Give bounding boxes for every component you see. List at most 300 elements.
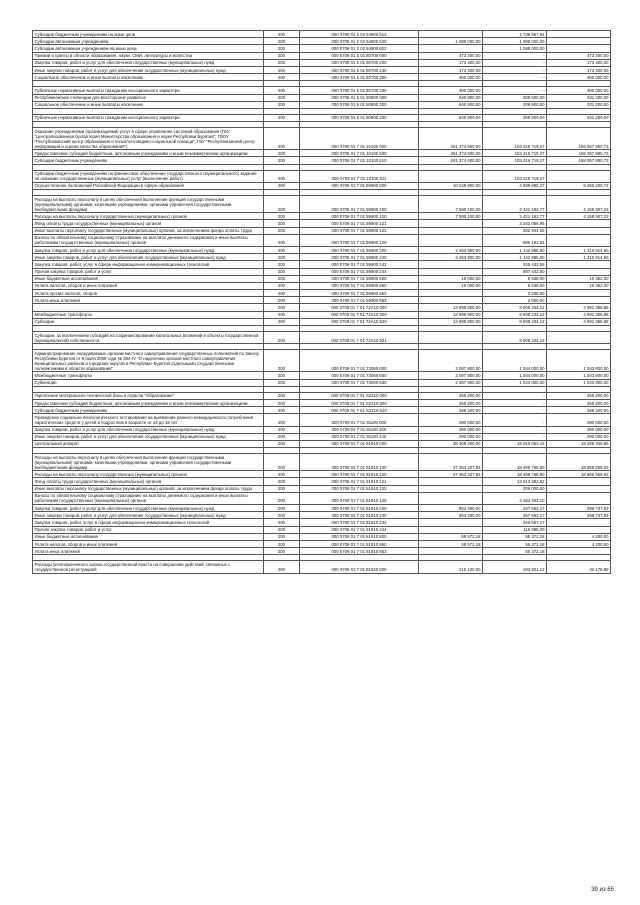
row-executed-cell: 2 000,00 [483,297,547,304]
table-row [33,246,611,253]
table-row [33,254,611,261]
row-kbk-cell: 000 0709 01 7 01 10100 611 [300,170,419,182]
row-executed-cell: 1 044 000,00 [483,379,547,386]
row-name-cell: Расходы на выплаты персоналу государственных (муниципальных) органов [33,471,264,478]
row-remainder-cell [547,31,611,38]
row-code-cell: 200 [264,94,300,101]
row-plan-cell: 390 000,00 [419,433,483,440]
table-row [33,372,611,379]
table-row [33,74,611,81]
row-name-cell: Взносы по обязательному социальному страхованию на выплаты денежного содержания и иные выплаты работникам государственных (муниципальных) органов [33,234,264,246]
table-row [33,392,611,399]
row-executed-cell: 492 944,65 [483,227,547,234]
row-name-cell: Уплата налогов, сборов и иных платежей [33,540,264,547]
table-row [33,540,611,547]
row-kbk-cell: 000 0709 01 7 01 81920 000 [300,561,419,573]
row-plan-cell: 455 200,00 [419,407,483,414]
row-kbk-cell: 000 0709 01 7 01 S2310 600 [300,399,419,406]
row-code-cell: 200 [264,440,300,447]
row-kbk-cell: 000 0709 01 7 01 81910 244 [300,526,419,533]
table-row [33,440,611,447]
row-kbk-cell: 000 0709 01 7 01 59900 129 [300,234,419,246]
row-plan-cell: 37 353 327,82 [419,454,483,471]
table-row [33,66,611,73]
row-remainder-cell [547,519,611,526]
row-plan-cell: 854 400,00 [419,512,483,519]
row-code-cell: 200 [264,414,300,426]
row-name-cell: Публичные нормативные выплаты гражданам несоциального характера [33,114,264,121]
row-kbk-cell: 000 0709 01 7 01 72А10 000 [300,304,419,311]
row-plan-cell: 7 580 100,00 [419,196,483,213]
row-executed-cell: 103 316 719,27 [483,157,547,164]
row-remainder-cell [547,297,611,304]
row-name-cell: Предоставление субсидий бюджетным, автономным учреждениям и иным некоммерческим организациям [33,150,264,157]
row-code-cell: 200 [264,478,300,485]
table-row [33,170,611,182]
row-name-cell: Межбюджетные трансферты [33,372,264,379]
table-row [33,31,611,38]
row-name-cell: Фонд оплаты труда государственных (муниципальных) органов [33,478,264,485]
row-plan-cell: 640 800,00 [419,94,483,101]
row-remainder-cell: 1 043 800,00 [547,372,611,379]
row-code-cell: 200 [264,332,300,344]
row-kbk-cell: 000 0709 01 7 01 81910 100 [300,454,419,471]
row-code-cell: 200 [264,433,300,440]
row-executed-cell: 18 496 768,80 [483,471,547,478]
row-remainder-cell: 5 460 200,73 [547,182,611,189]
row-plan-cell: 2 087 800,00 [419,372,483,379]
row-kbk-cell: 000 0709 01 7 01 81910 129 [300,492,419,504]
row-kbk-cell: 000 0709 01 5 01 80700 240 [300,66,419,73]
row-remainder-cell: 331 200,00 [547,101,611,108]
row-name-cell: Субсидии автономным учреждениям [33,38,264,45]
row-remainder-cell: 300 000,00 [547,87,611,94]
row-plan-cell: 300 000,00 [419,74,483,81]
table-row [33,379,611,386]
row-executed-cell: 3 421 192,77 [483,213,547,220]
row-kbk-cell: 000 0709 01 7 01 S2310 000 [300,392,419,399]
row-code-cell: 200 [264,220,300,227]
row-kbk-cell: 000 0709 01 7 01 59900 120 [300,213,419,220]
row-name-cell: Расходы на выплаты персоналу государственных (муниципальных) органов [33,213,264,220]
row-plan-cell: 1 088 000,00 [419,38,483,45]
table-row [33,234,611,246]
row-remainder-cell [547,526,611,533]
row-code-cell: 200 [264,87,300,94]
row-kbk-cell: 000 0709 01 7 01 81910 122 [300,485,419,492]
row-remainder-cell: 10 362,00 [547,275,611,282]
row-kbk-cell: 000 0709 01 7 01 81100 200 [300,426,419,433]
row-executed-cell: 1 044 000,00 [483,372,547,379]
row-code-cell: 200 [264,282,300,289]
row-name-cell: Иные закупки товаров, работ и услуг для обеспечения государственных (муниципальных) нужд [33,66,264,73]
row-name-cell: Иные выплаты персоналу государственных (муниципальных) органов, за исключением фонда оплаты труда [33,227,264,234]
table-row [33,268,611,275]
row-name-cell: Иные закупки товаров, работ и услуг для обеспечения государственных (муниципальных) нужд [33,512,264,519]
row-kbk-cell: 000 0709 01 7 01 59900 800 [300,275,419,282]
row-remainder-cell: 300 000,00 [547,74,611,81]
table-row [33,454,611,471]
row-code-cell: 200 [264,561,300,573]
row-executed-cell: 13 613 382,82 [483,478,547,485]
row-plan-cell: 854 400,00 [419,505,483,512]
row-name-cell: Закупка товаров, работ, услуг в сфере информационно-коммуникационных технологий [33,261,264,268]
row-executed-cell: 55 372,18 [483,548,547,555]
row-executed-cell: 103 316 719,27 [483,170,547,182]
row-name-cell: Социальное обеспечение и иные выплаты населению [33,74,264,81]
row-remainder-cell [547,227,611,234]
row-kbk-cell: 000 0709 01 5 01 80700 330 [300,87,419,94]
row-executed-cell: 8 908 434,12 [483,311,547,318]
row-executed-cell: 55 372,18 [483,540,547,547]
row-plan-cell [419,485,483,492]
row-kbk-cell: 000 0709 01 5 01 80700 200 [300,59,419,66]
row-plan-cell: 13 899 800,00 [419,311,483,318]
table-row [33,94,611,101]
row-executed-cell: 2 342 066,95 [483,220,547,227]
row-code-cell: 200 [264,311,300,318]
table-row [33,114,611,121]
row-plan-cell: 59 572,18 [419,540,483,547]
table-row [33,157,611,164]
row-kbk-cell: 000 0709 01 5 01 80700 000 [300,52,419,59]
row-plan-cell [419,227,483,234]
table-row [33,478,611,485]
row-name-cell: Иные бюджетные ассигнования [33,275,264,282]
row-remainder-cell [547,268,611,275]
table-row [33,433,611,440]
row-kbk-cell: 000 0709 01 7 01 81100 000 [300,414,419,426]
row-plan-cell: 13 899 800,00 [419,304,483,311]
row-plan-cell [419,478,483,485]
table-row [33,213,611,220]
row-kbk-cell: 000 0709 01 7 01 81910 240 [300,512,419,519]
row-name-cell: Субвенции [33,379,264,386]
row-code-cell: 200 [264,246,300,253]
row-kbk-cell: 000 0709 01 7 01 59900 121 [300,220,419,227]
row-plan-cell: 261 374 600,00 [419,150,483,157]
row-remainder-cell: 173 400,00 [547,59,611,66]
row-kbk-cell: 000 0709 01 7 01 73060 500 [300,372,419,379]
row-code-cell: 200 [264,526,300,533]
table-row [33,297,611,304]
row-code-cell: 200 [264,492,300,504]
row-executed-cell: - [483,399,547,406]
row-name-cell: Закупка товаров, работ и услуг для обеспечения государственных (муниципальных) нужд [33,246,264,253]
row-name-cell: Расходы на выплаты персоналу в целях обеспечения выполнения функций государственными (муниципальными) органами, казенными учреждениями, органами управления государственными внебюджетными фондами [33,196,264,213]
row-plan-cell: 455 200,00 [419,392,483,399]
row-kbk-cell: 000 0709 01 5 01 80800 000 [300,94,419,101]
row-code-cell: 200 [264,66,300,73]
row-kbk-cell: 000 0709 01 7 01 59900 000 [300,182,419,189]
row-plan-cell: 640 800,00 [419,101,483,108]
row-remainder-cell [547,45,611,52]
row-executed-cell: - [483,66,547,73]
row-remainder-cell: 4 158 907,23 [547,213,611,220]
row-plan-cell [419,220,483,227]
row-executed-cell: 340 667,17 [483,519,547,526]
row-executed-cell: - [483,74,547,81]
row-executed-cell: 309 600,00 [483,101,547,108]
row-code-cell: 200 [264,399,300,406]
row-name-cell: Уплата налогов, сборов и иных платежей [33,282,264,289]
row-kbk-cell: 000 0709 01 2 02 54900 612 [300,31,419,38]
row-kbk-cell: 000 0709 01 7 01 59900 853 [300,297,419,304]
row-code-cell: 200 [264,533,300,540]
row-name-cell: Осуществление полномочий Российской Федерации в сфере образования [33,182,264,189]
row-remainder-cell: 331 200,00 [547,94,611,101]
row-plan-cell: 455 200,00 [419,399,483,406]
row-name-cell: Иные выплаты персоналу государственных (муниципальных) органов, за исключением фонда оплаты труда [33,485,264,492]
row-remainder-cell: 1 043 800,00 [547,379,611,386]
table-row [33,182,611,189]
row-code-cell: 200 [264,268,300,275]
row-plan-cell [419,492,483,504]
row-name-cell: Уплата иных платежей [33,548,264,555]
row-code-cell: 200 [264,426,300,433]
row-executed-cell: 3 421 192,77 [483,196,547,213]
row-code-cell: 200 [264,52,300,59]
row-plan-cell: 37 353 327,82 [419,471,483,478]
row-kbk-cell: 000 0709 01 7 01 59900 244 [300,268,419,275]
row-executed-cell: - [483,426,547,433]
page-number: 39 из 65 [591,887,614,893]
row-name-cell: Оказание учреждениями (организациями) услуг в сфере управления системой образования (ГБУ "Централизованная бухгалтерия Министерства образования и науки Республики Бурятия", ГБОУ "Республиканский центр образования и психолого-медико-социальной помощи", ГБУ "Республиканский центр информации и оценки качества образования") [33,128,264,150]
row-code-cell: 200 [264,318,300,325]
row-remainder-cell: 390 000,00 [547,414,611,426]
row-kbk-cell: 000 0709 01 7 01 59900 852 [300,290,419,297]
row-remainder-cell [547,478,611,485]
row-executed-cell: 1 738 657,84 [483,31,547,38]
row-remainder-cell: 158 057 880,73 [547,157,611,164]
row-executed-cell: 245 443,55 [483,261,547,268]
row-plan-cell: 2 087 800,00 [419,350,483,372]
row-name-cell: Субсидии бюджетным учреждениям на иные цели [33,31,264,38]
row-code-cell: 200 [264,31,300,38]
table-row [33,275,611,282]
row-code-cell: 200 [264,227,300,234]
row-executed-cell: - [483,407,547,414]
budget-execution-table [32,30,611,574]
row-code-cell: 200 [264,261,300,268]
row-remainder-cell: 455 200,00 [547,399,611,406]
row-plan-cell: 2 087 800,00 [419,379,483,386]
report-sheet [32,30,610,574]
table-row [33,101,611,108]
row-remainder-cell: 4 991 365,88 [547,311,611,318]
row-code-cell: 200 [264,540,300,547]
row-name-cell: Межбюджетные трансферты [33,311,264,318]
row-kbk-cell: 000 0709 01 7 01 59900 242 [300,261,419,268]
table-row [33,220,611,227]
row-executed-cell: 103 316 719,27 [483,150,547,157]
row-code-cell: 200 [264,297,300,304]
table-row [33,414,611,426]
row-code-cell: 200 [264,454,300,471]
row-remainder-cell: 473 400,00 [547,52,611,59]
table-row [33,52,611,59]
row-code-cell: 200 [264,234,300,246]
row-plan-cell [419,297,483,304]
row-remainder-cell: 158 057 880,73 [547,150,611,157]
row-executed-cell: 55 372,18 [483,533,547,540]
row-remainder-cell: 4 991 365,88 [547,304,611,311]
row-name-cell: Укрепление материально-технической базы в отрасли "Образование" [33,392,264,399]
table-row [33,304,611,311]
row-executed-cell: 586 181,54 [483,234,547,246]
row-remainder-cell: 1 310 914,50 [547,254,611,261]
row-remainder-cell [547,290,611,297]
row-remainder-cell: 32 178,88 [547,561,611,573]
table-row [33,399,611,406]
row-remainder-cell [547,220,611,227]
row-code-cell: 200 [264,196,300,213]
table-row [33,311,611,318]
row-kbk-cell: 000 0709 01 7 01 73060 000 [300,350,419,372]
row-remainder-cell: 396 737,83 [547,512,611,519]
row-code-cell: 200 [264,38,300,45]
row-remainder-cell: 18 856 559,02 [547,454,611,471]
row-name-cell: Администрирование передаваемых органам местного самоуправления государственных полномочий по Закону Республики Бурятия от 8 июля 2008 года № 394-IV "О наделении органов местного самоуправления муниципальных районов и городских округов в Республике Бурятия отдельными государственными полномочиями в области образования" [33,350,264,372]
row-executed-cell: - [483,59,547,66]
row-kbk-cell: 000 0709 01 5 01 80800 330 [300,114,419,121]
row-code-cell: 200 [264,150,300,157]
row-remainder-cell: 4 158 907,23 [547,196,611,213]
row-remainder-cell [547,548,611,555]
row-name-cell: Расходы на выплаты персоналу в целях обеспечения выполнения функций государственными (муниципальными) органами, казенными учреждениями, органами управления государственными внебюджетными фондами [33,454,264,471]
row-plan-cell: 38 309 400,00 [419,440,483,447]
row-plan-cell: 300 000,00 [419,87,483,94]
row-code-cell: 200 [264,45,300,52]
row-name-cell: Иные бюджетные ассигнования [33,533,264,540]
row-code-cell: 200 [264,74,300,81]
row-code-cell: 200 [264,548,300,555]
row-executed-cell: 103 316 719,27 [483,128,547,150]
row-plan-cell [419,290,483,297]
row-name-cell: Субсидии бюджетным учреждениям [33,407,264,414]
row-plan-cell [419,234,483,246]
row-plan-cell [419,31,483,38]
row-executed-cell: 1 088 000,00 [483,45,547,52]
row-executed-cell: - [483,433,547,440]
row-remainder-cell: 18 856 559,02 [547,471,611,478]
table-row [33,533,611,540]
row-code-cell: 200 [264,213,300,220]
table-row [33,426,611,433]
row-code-cell: 200 [264,114,300,121]
table-row [33,261,611,268]
row-executed-cell: 183 921,12 [483,561,547,573]
row-plan-cell: 7 580 100,00 [419,213,483,220]
table-body [33,31,611,574]
row-kbk-cell: 000 0709 01 7 01 10100 000 [300,128,419,150]
row-executed-cell: 18 496 768,80 [483,454,547,471]
row-kbk-cell: 000 0709 01 7 01 72А10 500 [300,311,419,318]
row-remainder-cell [547,38,611,45]
row-code-cell: 200 [264,505,300,512]
row-remainder-cell: 455 200,00 [547,407,611,414]
row-name-cell: Прочая закупка товаров, работ и услуг [33,268,264,275]
row-code-cell: 200 [264,372,300,379]
row-code-cell: 200 [264,182,300,189]
row-name-cell: Уплата иных платежей [33,297,264,304]
row-executed-cell: 309 000,00 [483,485,547,492]
table-row [33,471,611,478]
row-plan-cell: 640 800,00 [419,114,483,121]
row-remainder-cell: 390 000,00 [547,433,611,440]
row-name-cell: Закупка товаров, работ и услуг для обеспечения государственных (муниципальных) нужд [33,59,264,66]
table-row [33,196,611,213]
row-name-cell [33,304,264,311]
row-remainder-cell: 331 200,00 [547,114,611,121]
row-executed-cell: - [483,392,547,399]
row-plan-cell: 261 374 600,00 [419,157,483,164]
row-remainder-cell: 10 362,00 [547,282,611,289]
row-executed-cell: - [483,414,547,426]
row-executed-cell: 457 662,17 [483,512,547,519]
table-row [33,128,611,150]
row-code-cell: 200 [264,392,300,399]
row-name-cell: Закупка товаров, работ, услуг в сфере информационно-коммуникационных технологий [33,519,264,526]
row-remainder-cell: 4 991 365,88 [547,318,611,325]
row-code-cell: 200 [264,512,300,519]
row-executed-cell: 5 638,00 [483,282,547,289]
row-plan-cell: 216 100,00 [419,561,483,573]
row-plan-cell: 390 000,00 [419,426,483,433]
row-kbk-cell: 000 0709 01 7 01 73060 530 [300,379,419,386]
table-row [33,150,611,157]
row-plan-cell: 261 374 600,00 [419,128,483,150]
row-remainder-cell: 1 310 914,50 [547,246,611,253]
row-kbk-cell: 000 0709 01 7 01 59900 200 [300,246,419,253]
row-plan-cell [419,261,483,268]
row-executed-cell: 116 995,00 [483,526,547,533]
row-code-cell: 200 [264,128,300,150]
row-kbk-cell: 000 0709 01 7 01 59900 850 [300,282,419,289]
row-name-cell: Субсидии бюджетным учреждениям на финансовое обеспечение государственного (муниципального) задания на оказание государственных (муниципальных) услуг (выполнение работ) [33,170,264,182]
row-plan-cell [419,332,483,344]
row-code-cell: 200 [264,275,300,282]
row-remainder-cell: 1 043 800,00 [547,350,611,372]
row-plan-cell [419,268,483,275]
table-row [33,526,611,533]
table-row [33,87,611,94]
table-row [33,350,611,372]
row-name-cell: Взносы по обязательному социальному страхованию на выплаты денежного содержания и иные выплаты работникам государственных (муниципальных) органов [33,492,264,504]
row-executed-cell: 8 908 434,12 [483,304,547,311]
row-plan-cell: 173 400,00 [419,59,483,66]
table-row [33,282,611,289]
row-kbk-cell: 000 0709 01 7 01 81910 800 [300,533,419,540]
row-executed-cell: 1 142 885,50 [483,254,547,261]
row-kbk-cell: 000 0709 01 5 01 80700 300 [300,74,419,81]
row-name-cell: Субсидии бюджетным учреждениям [33,157,264,164]
table-row [33,485,611,492]
row-remainder-cell [547,261,611,268]
row-executed-cell: 8 908 434,12 [483,332,547,344]
row-executed-cell: 3 638,00 [483,290,547,297]
row-executed-cell: 1 142 885,50 [483,246,547,253]
table-row [33,45,611,52]
row-name-cell: Уплата прочих налогов, сборов [33,290,264,297]
row-name-cell: Фонд оплаты труда государственных (муниципальных) органов [33,220,264,227]
row-kbk-cell: 000 0709 01 7 01 S2310 610 [300,407,419,414]
row-name-cell: Центральный аппарат [33,440,264,447]
row-remainder-cell: 4 200,00 [547,540,611,547]
table-row [33,227,611,234]
row-name-cell: Субсидии автономным учреждениям на иные цели [33,45,264,52]
row-code-cell: 200 [264,101,300,108]
